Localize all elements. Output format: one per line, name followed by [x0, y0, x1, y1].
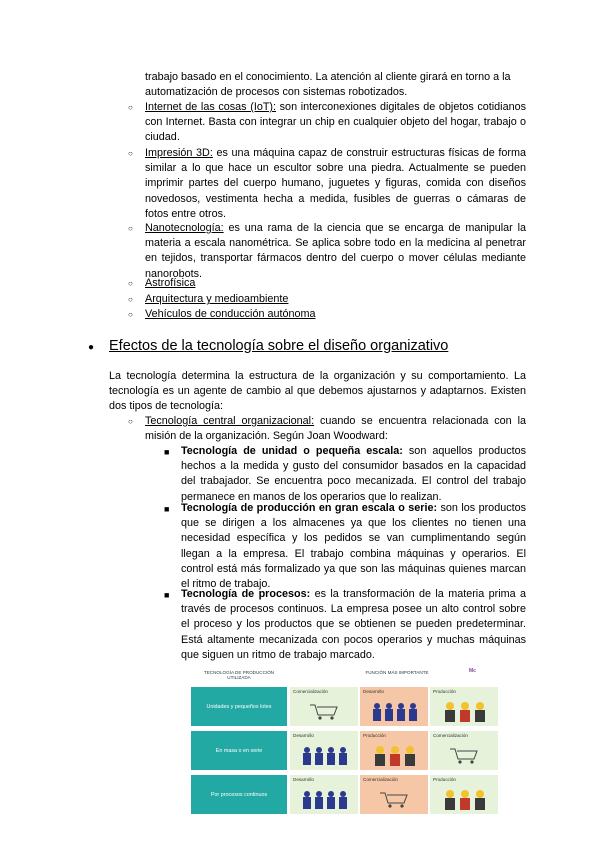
team-icon: [300, 743, 350, 767]
core-tech-text: cuando se encuentra relacionada con la misión de la organización. Según Joan Woodward:: [145, 415, 526, 443]
woodward-type-text: es la transformación de la materia prima a través de procesos continuos. La empresa posee un alto control sobre el proceso y los productos que se obtienen se pueden predeterminar. Está altamente mecanizada con pocos operarios y muchas máquinas que siguen un ritmo de trabajo marcado.: [181, 588, 526, 661]
intro-paragraph: [145, 70, 526, 100]
table-cell: [430, 731, 498, 770]
table-cell-label: Desarrollo: [293, 733, 314, 738]
circle-bullet-icon: ○: [128, 417, 133, 426]
cart-icon: [308, 701, 340, 721]
table-header-left: TECNOLOGÍA DE PRODUCCIÓN UTILIZADA: [203, 670, 275, 680]
table-cell-label: Desarrollo: [293, 777, 314, 782]
workers-icon: [440, 787, 490, 811]
table-cell-label: Comercialización: [293, 689, 328, 694]
tech-item-term: Arquitectura y medioambiente: [145, 293, 289, 305]
table-row-label: Por procesos continuos: [191, 775, 287, 814]
square-bullet-icon: ■: [164, 504, 170, 514]
table-row-label: Unidades y pequeños lotes: [191, 687, 287, 726]
woodward-type-text: son aquellos productos hechos a la medida y gusto del consumidor basados en la capacidad del trabajador. Se encuentra poco mecanizada. El control del trabajo permanece en manos de los operarios que lo realizan.: [181, 445, 526, 503]
tech-item-term: Impresión 3D:: [145, 147, 213, 159]
circle-bullet-icon: ○: [128, 295, 133, 304]
tech-item-term: Vehículos de conducción autónoma: [145, 308, 316, 320]
team-icon: [370, 699, 420, 723]
table-cell: [430, 687, 498, 726]
woodward-type-term: Tecnología de producción en gran escala o serie:: [181, 502, 438, 514]
circle-bullet-icon: ○: [128, 279, 133, 288]
square-bullet-icon: ■: [164, 590, 170, 600]
table-cell-label: Comercialización: [433, 733, 468, 738]
tech-item-nanotech: [128, 221, 526, 282]
tech-item-text: es una rama de la ciencia que se encarga de manipular la materia a escala nanométrica. Se aplica sobre todo en la medicina al penetrar en tejidos, transportar fármacos dentro del cuerpo o mover células mediante nanorobots.: [145, 222, 526, 280]
table-cell: [290, 731, 358, 770]
team-icon: [300, 787, 350, 811]
circle-bullet-icon: ○: [128, 310, 133, 319]
intro-line-1: trabajo basado en el conocimiento. La atención al cliente girará en torno a la: [145, 71, 511, 83]
workers-icon: [440, 699, 490, 723]
table-row-label: En masa o en serie: [191, 731, 287, 770]
intro-line-2: automatización de procesos con sistemas robotizados.: [145, 86, 408, 99]
disc-bullet-icon: ●: [88, 342, 95, 353]
circle-bullet-icon: ○: [128, 103, 133, 112]
tech-item-iot: [128, 100, 526, 146]
table-cell: [360, 687, 428, 726]
table-cell-label: Comercialización: [363, 777, 398, 782]
workers-icon: [370, 743, 420, 767]
circle-bullet-icon: ○: [128, 149, 133, 158]
woodward-type-unit: [164, 444, 526, 505]
tech-item-architecture: [128, 292, 526, 307]
table-cell: [360, 775, 428, 814]
square-bullet-icon: ■: [164, 447, 170, 457]
cart-icon: [378, 789, 410, 809]
tech-item-3d-printing: [128, 146, 526, 222]
table-cell: [290, 687, 358, 726]
core-tech-item: [128, 414, 526, 444]
table-header-right: FUNCIÓN MÁS IMPORTANTE: [365, 670, 429, 675]
woodward-type-term: Tecnología de procesos:: [181, 588, 311, 600]
section-intro: La tecnología determina la estructura de la organización y su comportamiento. La tecnología es un agente de cambio al que debemos ajustarnos y adaptarnos. Existen dos tipos de tecnología:: [109, 370, 526, 413]
table-cell-label: Producción: [433, 689, 456, 694]
table-cell: [360, 731, 428, 770]
woodward-type-term: Tecnología de unidad o pequeña escala:: [181, 445, 403, 457]
tech-item-term: Nanotecnología:: [145, 222, 224, 234]
tech-item-term: Astrofísica: [145, 277, 196, 289]
table-cell: [430, 775, 498, 814]
woodward-type-process: [164, 587, 526, 663]
table-cell: [290, 775, 358, 814]
section-heading: [109, 337, 448, 355]
table-cell-label: Desarrollo: [363, 689, 384, 694]
publisher-logo: Mc: [469, 668, 476, 674]
circle-bullet-icon: ○: [128, 224, 133, 233]
table-cell-label: Producción: [433, 777, 456, 782]
woodward-type-mass: [164, 501, 526, 592]
tech-item-astrophysics: [128, 276, 526, 291]
tech-item-autonomous-vehicles: [128, 307, 526, 322]
woodward-table-figure: [191, 665, 493, 821]
section-heading-text: Efectos de la tecnología sobre el diseño organizativo: [109, 338, 449, 354]
tech-item-text: son interconexiones digitales de objetos cotidianos con Internet. Basta con integrar un chip en cualquier objeto del hogar, trabajo o ciudad.: [145, 101, 526, 144]
table-cell-label: Producción: [363, 733, 386, 738]
woodward-type-text: son los productos que se dirigen a los almacenes ya que los clientes no tienen una necesidad específica y los pedidos se van cumplimentando según llegan a la empresa. El trabajo combina máquinas y operarios. El control está más formalizado ya que son las máquinas quienes marcan el ritmo de trabajo.: [181, 502, 526, 591]
core-tech-term: Tecnología central organizacional:: [145, 415, 315, 427]
tech-item-term: Internet de las cosas (IoT):: [145, 101, 277, 113]
cart-icon: [448, 745, 480, 765]
tech-item-text: es una máquina capaz de construir estructuras físicas de forma similar a lo que hace un escultor sobre una piedra. Actualmente se pueden imprimir partes del cuerpo humano, juguetes y figuras, comida con diseños novedosos, vestimenta hecha a medida, fusibles de guerras o cámaras de fotos entre otros.: [145, 147, 526, 220]
